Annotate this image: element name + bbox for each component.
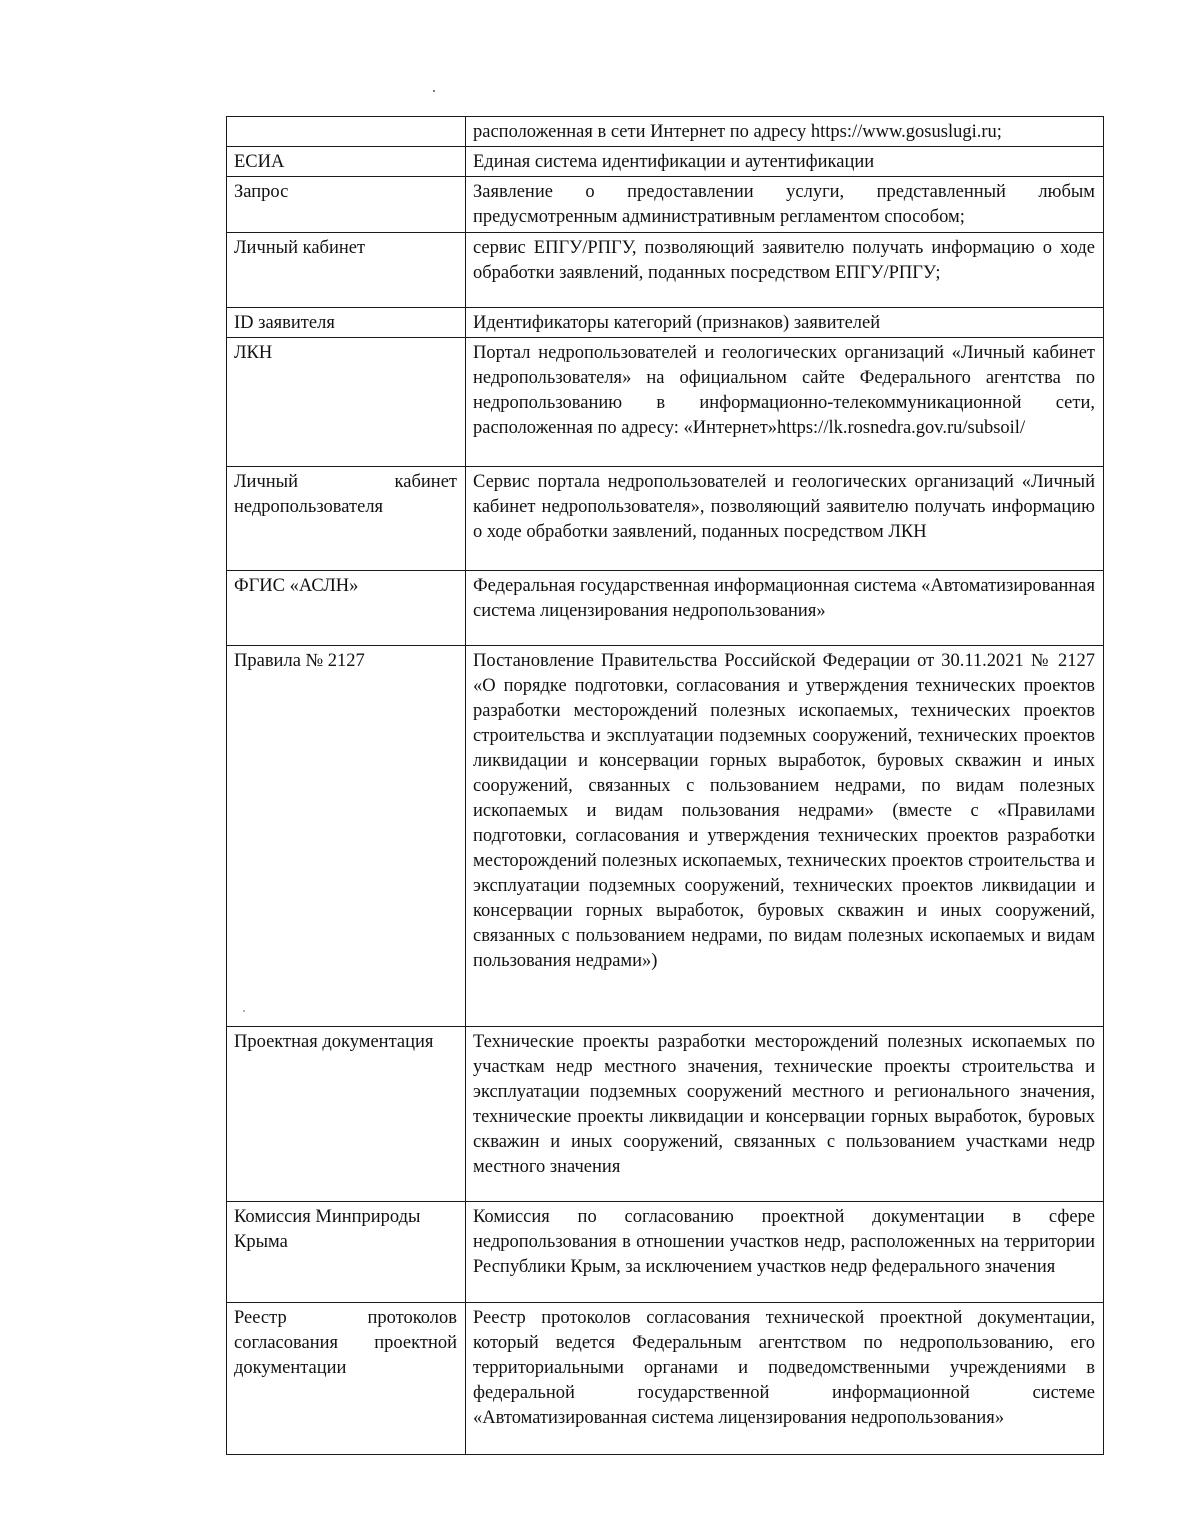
definition-cell: Единая система идентификации и аутентификации xyxy=(466,147,1104,177)
table-row xyxy=(227,646,1104,1027)
term-cell xyxy=(227,1202,466,1303)
term-text: Личный кабинет xyxy=(234,238,366,258)
term-text: Проектная документация xyxy=(234,1032,434,1052)
term-cell xyxy=(227,1027,466,1202)
definition-cell: Постановление Правительства Российской Федерации от 30.11.2021 № 2127 «О порядке подготовки, согласования и утверждения технических проектов разработки месторождений полезных ископаемых, технических проектов строительства и эксплуатации подземных сооружений, технических проектов ликвидации и консервации горных выработок, буровых скважин и иных сооружений, связанных с пользованием недрами, по видам полезных ископаемых и видам пользования недрами» (вместе с «Правилами подготовки, согласования и утверждения технических проектов разработки месторождений полезных ископаемых, технических проектов строительства и эксплуатации подземных сооружений, технических проектов ликвидации и консервации горных выработок, буровых скважин и иных сооружений, связанных с пользованием недрами, по видам полезных ископаемых и видам пользования недрами») xyxy=(466,646,1104,1027)
table-row xyxy=(227,1202,1104,1303)
definition-cell: Портал недропользователей и геологических организаций «Личный кабинет недропользователя» на официальном сайте Федерального агентства по недропользованию в информационно-телекоммуникационной сети, расположенная по адресу: «Интернет»https://lk.rosnedra.gov.ru/subsoil/ xyxy=(466,338,1104,467)
table-row xyxy=(227,571,1104,646)
term-text: ID заявителя xyxy=(234,313,335,333)
definition-cell: Технические проекты разработки месторождений полезных ископаемых по участкам недр местного значения, технические проекты строительства и эксплуатации подземных сооружений местного и регионального значения, технические проекты ликвидации и консервации горных выработок, буровых скважин и иных сооружений, связанных с пользованием участками недр местного значения xyxy=(466,1027,1104,1202)
term-text: Комиссия Минприроды Крыма xyxy=(234,1207,421,1252)
term-text: ЕСИА xyxy=(234,152,285,172)
term-cell xyxy=(227,571,466,646)
term-text: Запрос xyxy=(234,182,289,202)
term-cell xyxy=(227,117,466,147)
definition-cell: Сервис портала недропользователей и геологических организаций «Личный кабинет недропользователя», позволяющий заявителю получать информацию о ходе обработки заявлений, поданных посредством ЛКН xyxy=(466,467,1104,571)
term-cell xyxy=(227,1303,466,1455)
definition-cell: Реестр протоколов согласования технической проектной документации, который ведется Федеральным агентством по недропользованию, его территориальными органами и подведомственными учреждениями в федеральной государственной информационной системе «Автоматизированная система лицензирования недропользования» xyxy=(466,1303,1104,1455)
table-row xyxy=(227,1027,1104,1202)
term-cell xyxy=(227,177,466,233)
table-row xyxy=(227,177,1104,233)
definition-cell: Идентификаторы категорий (признаков) заявителей xyxy=(466,308,1104,338)
term-text: Личный кабинет недропользователя xyxy=(234,472,457,517)
table-row xyxy=(227,117,1104,147)
term-text: Правила № 2127 xyxy=(234,651,365,671)
definition-cell: Комиссия по согласованию проектной документации в сфере недропользования в отношении участков недр, расположенных на территории Республики Крым, за исключением участков недр федерального значения xyxy=(466,1202,1104,1303)
table-row xyxy=(227,308,1104,338)
term-cell xyxy=(227,308,466,338)
term-text: ЛКН xyxy=(234,343,273,363)
definition-cell: сервис ЕПГУ/РПГУ, позволяющий заявителю получать информацию о ходе обработки заявлений, поданных посредством ЕПГУ/РПГУ; xyxy=(466,233,1104,308)
term-cell xyxy=(227,646,466,1027)
definition-cell: расположенная в сети Интернет по адресу https://www.gosuslugi.ru; xyxy=(466,117,1104,147)
term-cell xyxy=(227,467,466,571)
term-cell xyxy=(227,338,466,467)
term-text: Реестр протоколов согласования проектной документации xyxy=(234,1308,457,1378)
scan-speck xyxy=(433,90,435,92)
table-row xyxy=(227,338,1104,467)
abbreviations-table xyxy=(226,116,1104,1455)
term-cell xyxy=(227,147,466,177)
definition-cell: Федеральная государственная информационная система «Автоматизированная система лицензирования недропользования» xyxy=(466,571,1104,646)
definition-cell: Заявление о предоставлении услуги, представленный любым предусмотренным административным регламентом способом; xyxy=(466,177,1104,233)
table-row xyxy=(227,467,1104,571)
term-cell xyxy=(227,233,466,308)
table-row xyxy=(227,233,1104,308)
table-row xyxy=(227,1303,1104,1455)
table-row xyxy=(227,147,1104,177)
term-text: ФГИС «АСЛН» xyxy=(234,576,359,596)
